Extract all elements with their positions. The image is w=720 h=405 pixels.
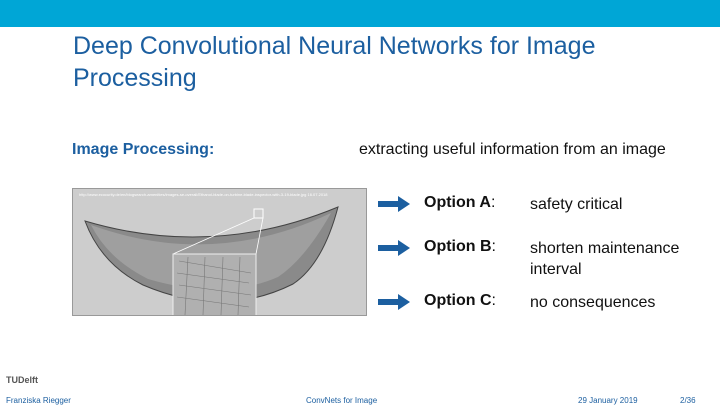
footer-page-number: 2/36 xyxy=(680,396,696,405)
option-a-row xyxy=(378,194,708,234)
turbine-blade-illustration xyxy=(73,189,367,316)
option-b-row xyxy=(378,238,708,278)
option-a-label: Option A: xyxy=(424,194,496,211)
option-b-desc: shorten maintenance interval xyxy=(530,240,680,278)
tudelft-logo: TUDelft xyxy=(6,375,38,385)
option-c-label: Option C: xyxy=(424,292,496,309)
left-bar xyxy=(0,0,57,405)
right-arrow-icon xyxy=(378,196,410,212)
section-subhead: Image Processing: xyxy=(72,141,215,158)
left-accent xyxy=(0,0,57,27)
footer-author: Franziska Riegger xyxy=(6,396,71,405)
option-c-desc: no consequences xyxy=(530,294,656,311)
option-b-label: Option B: xyxy=(424,238,496,255)
top-strip xyxy=(57,0,720,27)
right-arrow-icon xyxy=(378,240,410,256)
section-tagline: extracting useful information from an image xyxy=(359,141,666,158)
title-area xyxy=(57,0,720,100)
footer-topic: ConvNets for Image xyxy=(306,396,378,405)
right-arrow-icon xyxy=(378,294,410,310)
option-a-desc: safety critical xyxy=(530,196,623,213)
footer-date: 29 January 2019 xyxy=(578,396,638,405)
turbine-blade-figure xyxy=(72,188,367,316)
option-c-row xyxy=(378,292,708,332)
figure-source-caption: http://www.ecocurity.de/en/blogsearch-amenities/images-se-overall/Ethanol-blade-on-turbine-blade-inspector-with-3-19-blade.jpg 16.07.2018 xyxy=(79,192,328,197)
slide-title: Deep Convolutional Neural Networks for Image Processing xyxy=(73,32,596,92)
